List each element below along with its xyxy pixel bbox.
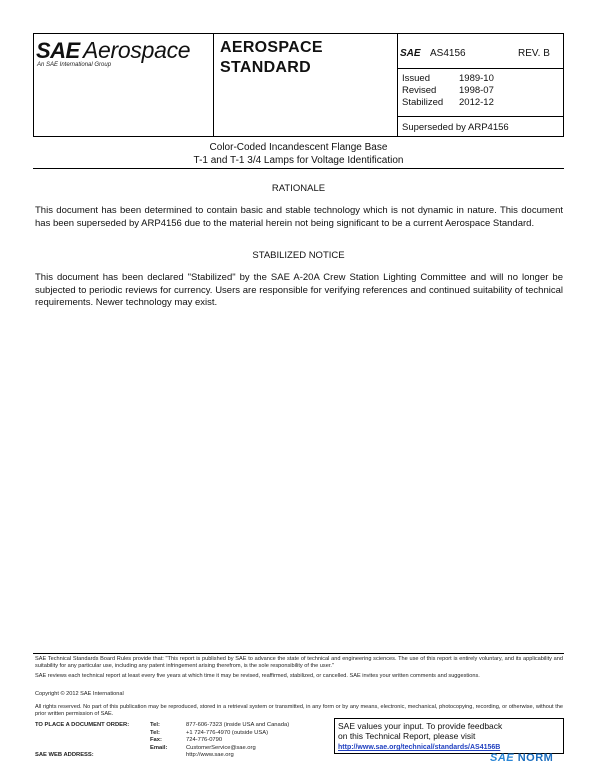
standard-title: [220, 38, 323, 78]
rationale-heading: RATIONALE: [271, 183, 326, 194]
standard-title-line2: STANDARD: [220, 59, 311, 76]
header-rule-2: [397, 116, 564, 117]
date-list: [402, 73, 494, 109]
footer-rights: All rights reserved. No part of this publication may be reproduced, stored in a retrieval system or transmitted, in any form or by any means, electronic, mechanical, photocopying, recording, or otherwise, without the prior written permission of SAE.: [35, 704, 563, 718]
feedback-box: [334, 718, 564, 754]
header-divider-left: [213, 33, 214, 137]
logo-sae: SAE: [36, 38, 80, 63]
order-info: TO PLACE A DOCUMENT ORDER: Tel: 877-606-7323 (inside USA and Canada) Tel: +1 724-776-4970 (outside USA) Fax: 724-776-0790 Email: CustomerService@sae.org SAE WEB ADDRESS: http://www.sae.org: [35, 722, 290, 759]
order-label: TO PLACE A DOCUMENT ORDER:: [35, 722, 130, 728]
standard-title-line1: AEROSPACE: [220, 39, 323, 56]
feedback-line1: SAE values your input. To provide feedback: [338, 721, 503, 731]
header-divider-right: [397, 33, 398, 137]
logo-aerospace: Aerospace: [83, 37, 191, 63]
web-label: SAE WEB ADDRESS:: [35, 752, 94, 759]
stabilized-text: This document has been declared "Stabilized" by the SAE A-20A Crew Station Lighting Committee and will no longer be subjected to periodic reviews for currency. Users are responsible for verifying references and continued suitability of technical requirements. Newer technology may exist.: [35, 272, 563, 308]
stabilized-heading: STABILIZED NOTICE: [252, 250, 345, 261]
watermark-text: NORM: [517, 752, 554, 764]
feedback-link[interactable]: http://www.sae.org/technical/standards/AS4156B: [338, 744, 501, 751]
footer-note-rules: SAE Technical Standards Board Rules provide that: "This report is published by SAE to advance the state of technical and engineering sciences. The use of this report is entirely voluntary, and its applicability and suitability for any particular use, including any patent infringement arising therefrom, is the sole responsibility of the user.": [35, 656, 563, 670]
doc-number: AS4156: [430, 48, 466, 59]
footer-note-review: SAE reviews each technical report at least every five years at which time it may be revised, reaffirmed, stabilized, or cancelled. SAE invites your written comments and suggestions.: [35, 673, 480, 679]
footer-copyright: Copyright © 2012 SAE International: [35, 691, 124, 697]
date-row: Issued 1989-10: [402, 73, 494, 84]
date-row: Revised 1998-07: [402, 85, 494, 96]
email-link[interactable]: CustomerService@sae.org: [186, 744, 256, 751]
date-row: Stabilized 2012-12: [402, 97, 494, 108]
watermark-prefix: SAE: [490, 752, 515, 764]
document-subject: [33, 141, 564, 167]
superseded-note: Superseded by ARP4156: [402, 122, 509, 133]
logo-subtitle: An SAE International Group: [37, 62, 112, 68]
revision: REV. B: [518, 48, 550, 59]
footer-rule: [33, 653, 564, 654]
rationale-text: This document has been determined to contain basic and stable technology which is not dynamic in nature. This document has been superseded by ARP4156 due to the material herein not being significant to be a current Aerospace Standard.: [35, 205, 563, 229]
header-rule-1: [397, 68, 564, 69]
subject-line1: Color-Coded Incandescent Flange Base: [209, 142, 388, 153]
watermark: [490, 752, 553, 764]
subject-line2: T-1 and T-1 3/4 Lamps for Voltage Identification: [193, 155, 404, 166]
doc-prefix: SAE: [400, 48, 421, 59]
feedback-line2: on this Technical Report, please visit: [338, 731, 476, 741]
subject-rule: [33, 168, 564, 169]
web-address-link[interactable]: http://www.sae.org: [186, 752, 234, 759]
